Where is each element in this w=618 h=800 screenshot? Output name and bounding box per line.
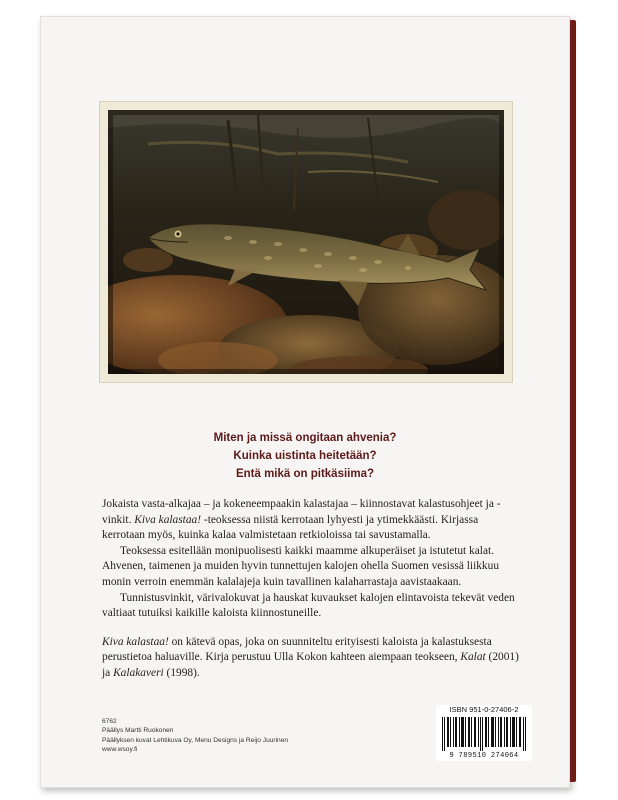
pike-underwater-photo <box>108 110 504 374</box>
publisher-url: www.wsoy.fi <box>102 746 138 754</box>
question-line: Miten ja missä ongitaan ahvenia? <box>213 432 397 444</box>
blurb-paragraph <box>102 497 522 544</box>
question-line: Kuinka uistinta heitetään? <box>233 450 377 462</box>
isbn-number: ISBN 951-0-27406-2 <box>449 705 519 714</box>
blurb-span: on kätevä opas, joka on suunniteltu erityisesti kaloista ja kalastuksesta perustietoa haluaville. Kirja perustuu Ulla Kokon kahteen aiempaan teokseen, <box>102 635 492 664</box>
product-code: 6762 <box>102 718 117 725</box>
cover-credits <box>102 717 402 755</box>
cover-designer: Päällys Martti Ruokonen <box>102 727 174 735</box>
blurb-span: -teoksessa niistä kerrotaan lyhyesti ja ytimekkäästi. Kirjassa kerrotaan myös, kuinka kalaa valmistetaan retkioloissa tai savustamalla. <box>102 513 479 542</box>
blurb-span: (2001) ja <box>102 651 519 679</box>
pike-photo-illustration <box>108 110 504 374</box>
blurb-paragraph: Teoksessa esitellään monipuolisesti kaikki maamme alkuperäiset ja istutetut kalat. Ahvenen, taimenen ja muiden hyvin tunnettujen kalojen ohella Suomen vesissä liikkuu monin verroin enemmän kalalajeja kuin tavallinen kalaharrastaja aavistaakaan. <box>102 544 500 588</box>
book-title-italic: Kalat <box>460 651 486 664</box>
blurb-text <box>102 497 522 682</box>
blurb-paragraph: Tunnistusvinkit, värivalokuvat ja hauskat kuvaukset kalojen elintavoista tekevät veden valtiaat tutuiksi kaikille kaloista kiinnostuneille. <box>102 591 515 620</box>
book-title-italic: Kiva kalastaa! <box>134 513 202 526</box>
book-title-italic: Kiva kalastaa! <box>102 635 169 648</box>
barcode-number: 9 789510 274064 <box>449 752 519 760</box>
cover-photo-credits: Päällyksen kuvat Lehtikuva Oy, Menu Designs ja Reijo Juurinen <box>102 736 289 744</box>
teaser-questions <box>41 429 569 483</box>
barcode-icon <box>440 717 528 751</box>
question-line: Entä mikä on pitkäsiima? <box>235 468 375 480</box>
isbn-block <box>436 705 532 761</box>
book-title-italic: Kalakaveri <box>113 666 164 679</box>
cover-photo-frame <box>99 101 513 383</box>
book-back-cover <box>40 16 570 788</box>
blurb-span: Jokaista vasta-alkajaa – ja kokeneempaakin kalastajaa – kiinnostavat kalastusohjeet ja -vinkit. <box>102 498 501 526</box>
blurb-span: (1998). <box>163 666 200 679</box>
blurb-paragraph <box>102 635 522 682</box>
